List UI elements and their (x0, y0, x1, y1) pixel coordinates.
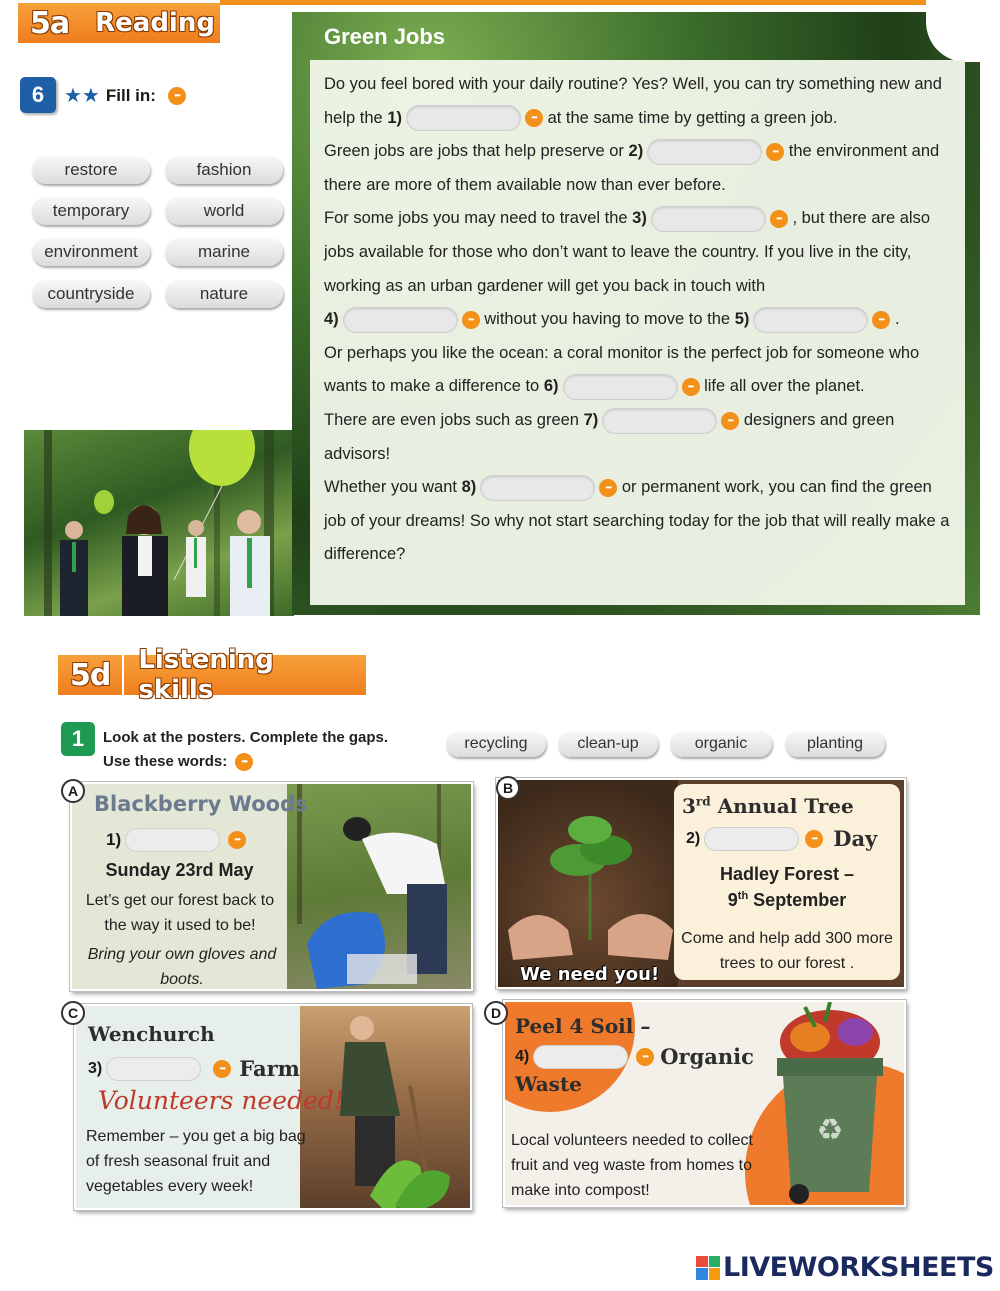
gap-2-label: 2) (628, 142, 644, 161)
top-orange-line (220, 0, 940, 5)
article-text-1b: at the same time by getting a green job. (547, 108, 838, 127)
poster-b-letter: B (496, 776, 520, 800)
word-bank-audio-icon[interactable] (235, 753, 253, 771)
gap-1-label: 1) (387, 108, 402, 127)
word-chip-temporary[interactable]: temporary (32, 197, 150, 225)
poster-b-audio-icon[interactable] (805, 830, 823, 848)
poster-a-date: Sunday 23rd May (105, 860, 254, 880)
poster-a-audio-icon[interactable] (228, 831, 246, 849)
gap-3-input[interactable] (651, 206, 766, 232)
poster-b-gap-row (686, 826, 877, 851)
poster-d-letter: D (484, 1001, 508, 1025)
instruction-line-1: Look at the posters. Complete the gaps. (103, 729, 389, 746)
instruction-line-2: Use these words: (103, 753, 228, 770)
logo-letter-l (696, 1256, 708, 1268)
poster-b-body: Come and help add 300 more trees to our forest . (681, 930, 893, 972)
compost-bin-illustration (755, 1002, 905, 1207)
logo-mark-icon (696, 1256, 720, 1280)
logo-letter-e (709, 1268, 721, 1280)
article-text-3c: without you having to move to the (484, 310, 731, 329)
svg-text:♻: ♻ (816, 1113, 844, 1148)
section-5d-number: 5d (70, 657, 111, 693)
liveworksheets-logo[interactable] (696, 1252, 994, 1283)
gap-4-input[interactable] (343, 307, 458, 333)
gap-4-audio-icon[interactable] (462, 311, 480, 329)
article-text-3a: For some jobs you may need to travel the (324, 209, 628, 228)
gap-6-label: 6) (543, 377, 559, 396)
gap-4-label: 4) (324, 310, 339, 329)
gap-6-audio-icon[interactable] (682, 378, 700, 396)
article-text-3b: , but there are also jobs available for those who don’t want to leave the country. If you live in the city, working as an urban gardener will get you back in touch with (324, 209, 931, 295)
poster-b (496, 778, 906, 989)
cleanup-illustration (287, 784, 473, 991)
section-5a-header (18, 3, 220, 43)
gap-6-input[interactable] (563, 374, 678, 400)
poster-d-bin-photo (755, 1002, 905, 1207)
gap-3-audio-icon[interactable] (770, 210, 788, 228)
gap-5-audio-icon[interactable] (872, 311, 890, 329)
poster-a-title: Blackberry Woods (94, 792, 308, 816)
article-text-2b: the environment and there are more of them available now than ever before. (324, 142, 940, 194)
article-text-5a: There are even jobs such as green (324, 410, 579, 429)
section-5a-number: 5a (30, 5, 70, 41)
article-text-1a: Do you feel bored with your daily routine? Yes? Well, you can try something new and help the (324, 75, 942, 127)
article-text-5b: designers and green advisors! (324, 410, 895, 463)
poster-d-audio-icon[interactable] (636, 1048, 654, 1066)
poster-d-title-mid: Organic (660, 1044, 754, 1069)
poster-c-title: Wenchurch (88, 1022, 215, 1046)
article-text-6b: or permanent work, you can find the green job of your dreams! So why not start searching today for the job that will really make a difference? (324, 478, 950, 564)
poster-d-gap-row (515, 1044, 754, 1069)
green-workers-photo (24, 430, 294, 616)
gap-3-label: 3) (632, 209, 647, 228)
poster-b-title-end: Day (833, 826, 878, 851)
poster-a-letter: A (61, 779, 85, 803)
gap-1-audio-icon[interactable] (525, 109, 543, 127)
instruction-text: Fill in: (105, 85, 156, 105)
article-text (324, 68, 954, 572)
word-chip-organic[interactable]: organic (670, 731, 772, 757)
article-text-2a: Green jobs are jobs that help preserve or (324, 142, 624, 161)
gap-2-audio-icon[interactable] (766, 143, 784, 161)
word-chip-clean-up[interactable]: clean-up (558, 731, 658, 757)
poster-a-gap-row (106, 828, 246, 852)
exercise-6-badge: 6 (20, 77, 56, 113)
poster-b-date (674, 890, 900, 911)
gap-5-label: 5) (734, 310, 750, 329)
exercise-6-instruction (64, 83, 186, 108)
exercise-1-badge: 1 (61, 722, 95, 756)
article-text-4b: life all over the planet. (704, 377, 865, 396)
poster-b-caption: We need you! (520, 964, 660, 985)
poster-a-photo (287, 784, 473, 991)
logo-letter-i (709, 1256, 721, 1268)
poster-a-gap-label: 1) (106, 830, 122, 849)
word-chip-environment[interactable]: environment (32, 238, 150, 266)
word-chip-marine[interactable]: marine (165, 238, 283, 266)
poster-b-title-sup: rd (695, 794, 711, 809)
poster-c-gap-label: 3) (88, 1059, 103, 1077)
poster-b-date-pre: 9 (727, 890, 738, 910)
poster-c-body: Remember – you get a big bag of fresh seasonal fruit and vegetables every week! (86, 1128, 306, 1195)
article-text-3d: . (894, 310, 900, 329)
exercise-1-instruction (103, 726, 388, 774)
section-5d-header (58, 645, 366, 705)
poster-c-letter: C (61, 1001, 85, 1025)
poster-d-gap-input[interactable] (533, 1045, 628, 1069)
poster-a (70, 782, 473, 991)
poster-c (74, 1004, 472, 1210)
poster-d (503, 1000, 906, 1207)
poster-a-gap-input[interactable] (125, 828, 220, 852)
poster-c-gap-row (88, 1056, 300, 1081)
brand-name: LIVEWORKSHEETS (723, 1252, 994, 1283)
section-5d-title: Listening skills (138, 645, 274, 705)
gap-8-audio-icon[interactable] (599, 479, 617, 497)
poster-c-audio-icon[interactable] (213, 1060, 231, 1078)
gap-7-audio-icon[interactable] (721, 412, 739, 430)
poster-d-body: Local volunteers needed to collect fruit and veg waste from homes to make into compost! (511, 1132, 753, 1199)
poster-b-gap-input[interactable] (704, 827, 799, 851)
poster-b-gap-label: 2) (686, 829, 701, 847)
poster-b-title-post: Annual Tree (710, 794, 854, 818)
poster-b-date-sup: th (737, 890, 749, 902)
word-chip-world[interactable]: world (165, 197, 283, 225)
stars-icon: ★★ (64, 85, 100, 107)
poster-c-title-end: Farm (239, 1056, 300, 1081)
poster-b-title-pre: 3 (682, 794, 696, 818)
poster-a-line2: Bring your own gloves and boots. (87, 946, 277, 988)
gap-5-input[interactable] (753, 307, 868, 333)
poster-d-title-end: Waste (515, 1072, 582, 1096)
gap-2-input[interactable] (647, 139, 762, 165)
gap-7-input[interactable] (602, 408, 717, 434)
gap-1-input[interactable] (406, 105, 521, 131)
article-title: Green Jobs (324, 24, 446, 49)
poster-b-photo (498, 780, 678, 989)
poster-d-title: Peel 4 Soil – (515, 1014, 651, 1038)
poster-d-gap-label: 4) (515, 1047, 530, 1065)
poster-c-gap-input[interactable] (106, 1057, 201, 1081)
gap-8-label: 8) (461, 478, 477, 497)
poster-b-date-post: September (748, 890, 847, 910)
word-bank-audio-icon[interactable] (168, 87, 186, 105)
gap-7-label: 7) (583, 410, 599, 429)
poster-a-line1: Let’s get our forest back to the way it used to be! (85, 892, 275, 934)
word-chip-countryside[interactable]: countryside (32, 280, 150, 308)
word-chip-restore[interactable]: restore (32, 156, 150, 184)
section-5a-title: Reading (95, 8, 215, 38)
word-chip-fashion[interactable]: fashion (165, 156, 283, 184)
poster-c-headline: Volunteers needed! (98, 1086, 344, 1115)
logo-letter-v (696, 1268, 708, 1280)
green-workers-illustration (24, 430, 294, 616)
poster-b-place: Hadley Forest – (719, 864, 855, 884)
poster-b-title-row (682, 794, 854, 818)
word-chip-planting[interactable]: planting (785, 731, 885, 757)
gap-8-input[interactable] (480, 475, 595, 501)
word-chip-recycling[interactable]: recycling (446, 731, 546, 757)
word-chip-nature[interactable]: nature (165, 280, 283, 308)
article-text-4a: Or perhaps you like the ocean: a coral monitor is the perfect job for someone who wants to make a difference to (324, 343, 920, 396)
tree-planting-illustration (498, 780, 678, 989)
article-text-6a: Whether you want (324, 478, 457, 497)
